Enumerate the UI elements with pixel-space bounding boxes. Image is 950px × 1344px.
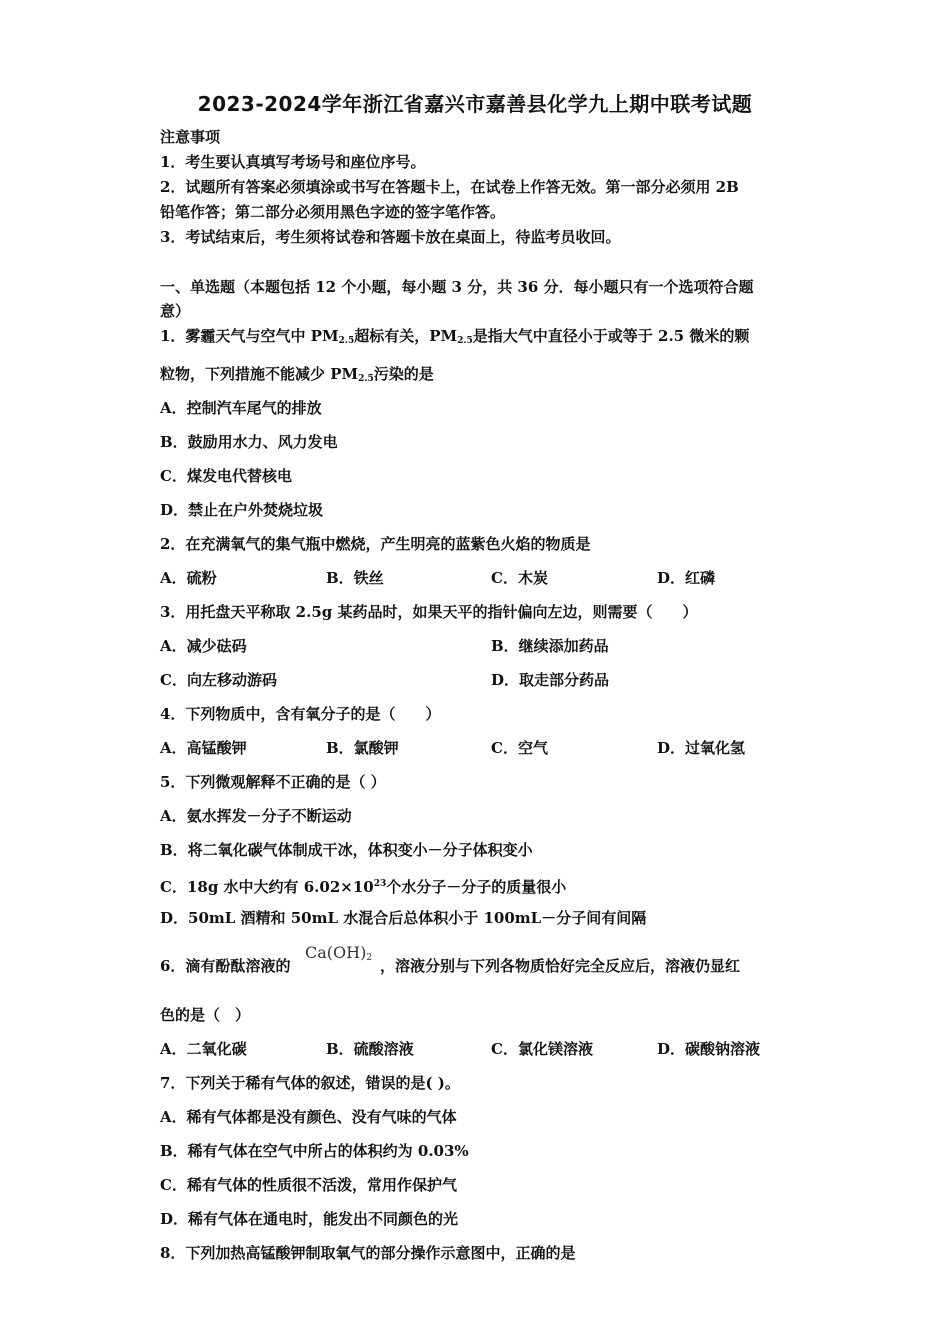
question-1-option-c: C．煤发电代替核电 (160, 467, 292, 485)
question-4-option-b: B．氯酸钾 (326, 739, 399, 757)
question-5-option-b: B．将二氧化碳气体制成干冰，体积变小－分子体积变小 (160, 841, 533, 859)
question-3-option-a: A．减少砝码 (160, 637, 247, 655)
notice-heading: 注意事项 (160, 128, 221, 146)
notice-item: 铅笔作答；第二部分必须用黑色字迹的签字笔作答。 (160, 203, 506, 221)
question-5-stem: 5．下列微观解释不正确的是（ ） (160, 773, 386, 791)
question-3-option-c: C．向左移动游码 (160, 671, 277, 689)
question-7-option-a: A．稀有气体都是没有颜色、没有气味的气体 (160, 1108, 457, 1126)
section-heading-cont: 意） (160, 302, 191, 320)
question-4-stem: 4．下列物质中，含有氧分子的是（ ） (160, 705, 441, 723)
question-2-stem: 2．在充满氧气的集气瓶中燃烧，产生明亮的蓝紫色火焰的物质是 (160, 535, 591, 553)
question-1-stem-cont: 粒物，下列措施不能减少 $PM_{2.5}$污染的是 (160, 365, 434, 384)
question-6-stem-cont: 色的是（ ） (160, 1006, 251, 1024)
question-6-option-d: D．碳酸钠溶液 (657, 1040, 761, 1058)
question-7-option-c: C．稀有气体的性质很不活泼，常用作保护气 (160, 1176, 457, 1194)
question-1-option-b: B．鼓励用水力、风力发电 (160, 433, 338, 451)
question-4-option-a: A．高锰酸钾 (160, 739, 247, 757)
question-1-stem: 1．雾霾天气与空气中 $PM_{2.5}$超标有关，$PM_{2.5}$是指大气中直径小于或等于 2.5 微米的颗 (160, 327, 750, 346)
question-6-option-a: A．二氧化碳 (160, 1040, 247, 1058)
question-3-option-d: D．取走部分药品 (491, 671, 610, 689)
question-7-option-b: B．稀有气体在空气中所占的体积约为 0.03% (160, 1142, 469, 1160)
question-3-option-b: B．继续添加药品 (491, 637, 609, 655)
question-4-option-d: D．过氧化氢 (657, 739, 746, 757)
question-5-option-d: D．50mL 酒精和 50mL 水混合后总体积小于 100mL－分子间有间隔 (160, 909, 647, 927)
question-5-option-a: A．氨水挥发－分子不断运动 (160, 807, 352, 825)
question-2-option-c: C．木炭 (491, 569, 548, 587)
section-heading: 一、单选题（本题包括 12 个小题，每小题 3 分，共 36 分．每小题只有一个选项符合题 (160, 278, 754, 296)
question-7-stem: 7．下列关于稀有气体的叙述，错误的是( )。 (160, 1074, 460, 1092)
notice-item: 1．考生要认真填写考场号和座位序号。 (160, 153, 426, 171)
question-2-option-b: B．铁丝 (326, 569, 384, 587)
question-2-option-a: A．硫粉 (160, 569, 217, 587)
question-2-option-d: D．红磷 (657, 569, 716, 587)
question-8-stem: 8．下列加热高锰酸钾制取氧气的部分操作示意图中，正确的是 (160, 1244, 576, 1262)
calcium-hydroxide-formula: $Ca(OH)_2$ (305, 943, 373, 963)
question-6-option-b: B．硫酸溶液 (326, 1040, 414, 1058)
notice-item: 2．试题所有答案必须填涂或书写在答题卡上，在试卷上作答无效。第一部分必须用 2B (160, 178, 739, 196)
notice-item: 3．考试结束后，考生须将试卷和答题卡放在桌面上，待监考员收回。 (160, 228, 621, 246)
question-1-option-a: A．控制汽车尾气的排放 (160, 399, 322, 417)
question-6-stem-end: ，溶液分别与下列各物质恰好完全反应后，溶液仍显红 (380, 957, 741, 975)
question-5-option-c: C．18g 水中大约有 $6.02\times 10^{23}$个水分子－分子的质量很小 (160, 878, 567, 896)
question-7-option-d: D．稀有气体在通电时，能发出不同颜色的光 (160, 1210, 459, 1228)
question-1-option-d: D．禁止在户外焚烧垃圾 (160, 501, 324, 519)
question-3-stem: 3．用托盘天平称取 2.5g 某药品时，如果天平的指针偏向左边，则需要（ ） (160, 603, 698, 621)
question-6-option-c: C．氯化镁溶液 (491, 1040, 593, 1058)
question-4-option-c: C．空气 (491, 739, 548, 757)
question-6-stem-start: 6．滴有酚酞溶液的 (160, 957, 291, 975)
page-title: 2023-2024学年浙江省嘉兴市嘉善县化学九上期中联考试题 (197, 92, 753, 116)
